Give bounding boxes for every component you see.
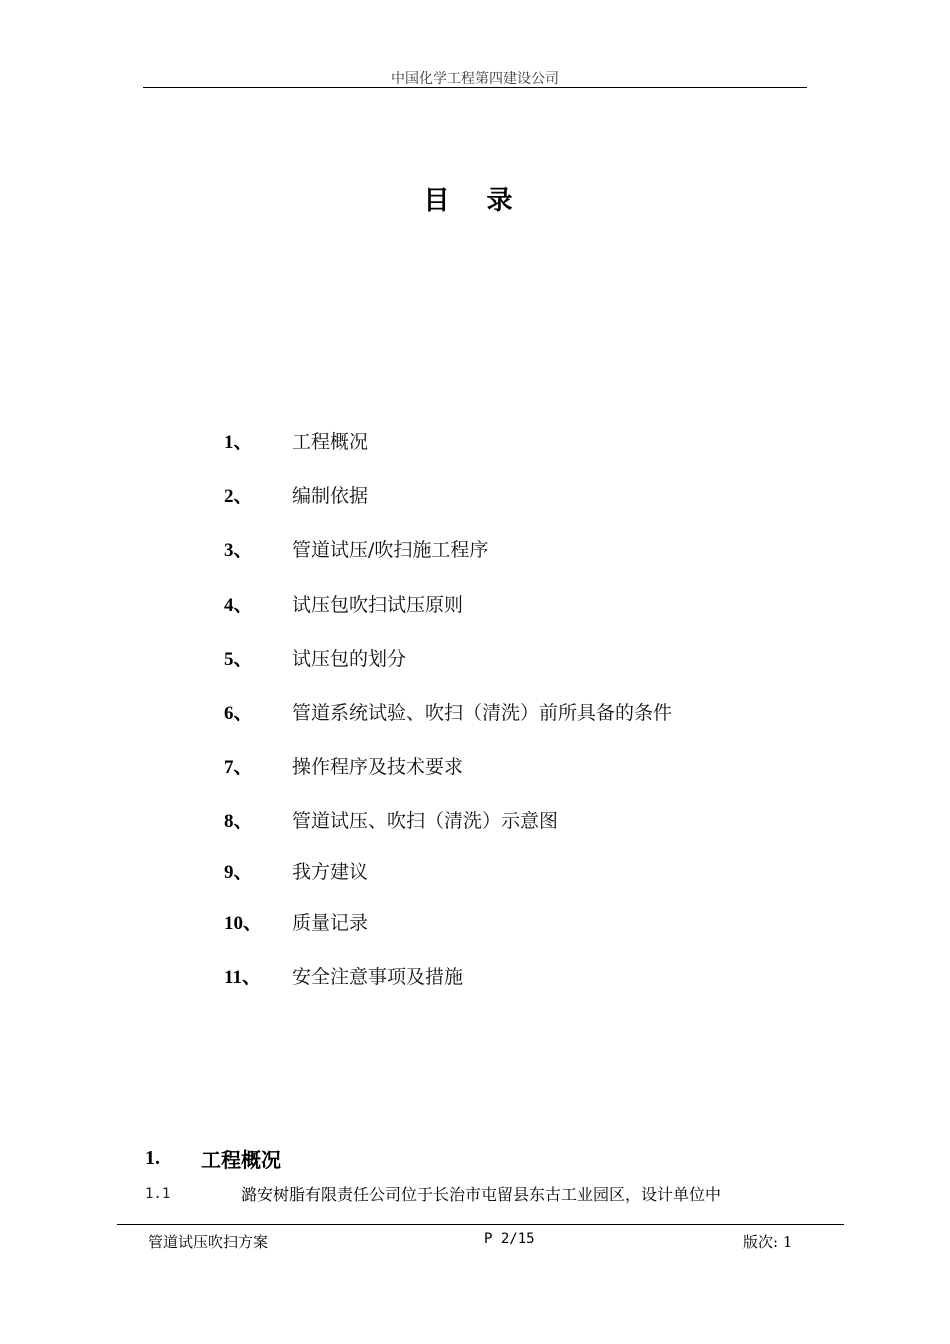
toc-item-label: 操作程序及技术要求 (292, 755, 464, 778)
toc-title: 目 录 (423, 186, 527, 216)
toc-item (224, 643, 406, 671)
toc-item-number: 7、 (224, 756, 253, 778)
toc-item (224, 589, 463, 617)
toc-item-number: 6、 (224, 702, 253, 724)
toc-item (224, 805, 558, 833)
footer-divider (117, 1224, 844, 1225)
toc-item (224, 961, 463, 989)
header-divider (143, 87, 807, 88)
toc-item-number: 2、 (224, 485, 253, 507)
toc-item (224, 534, 488, 562)
toc-item-number: 1、 (224, 431, 253, 453)
toc-item (224, 426, 368, 454)
footer-version: 版次: 1 (743, 1233, 793, 1251)
toc-item (224, 480, 368, 508)
toc-item-label: 管道系统试验、吹扫（清洗）前所具备的条件 (292, 701, 673, 724)
subsection-text: 潞安树脂有限责任公司位于长治市屯留县东古工业园区，设计单位中 (241, 1185, 722, 1204)
toc-item-label: 工程概况 (292, 430, 369, 453)
toc-item (224, 856, 368, 884)
toc-item-number: 5、 (224, 648, 253, 670)
section-title: 工程概况 (201, 1148, 281, 1172)
toc-item-label: 试压包吹扫试压原则 (292, 593, 464, 616)
toc-item-number: 8、 (224, 810, 253, 832)
toc-item-number: 4、 (224, 594, 253, 616)
toc-item-number: 10、 (224, 912, 263, 934)
toc-item-number: 11、 (224, 966, 261, 988)
toc-item (224, 907, 368, 935)
toc-item-label: 管道试压/吹扫施工程序 (292, 538, 489, 561)
toc-item-label: 我方建议 (292, 860, 369, 883)
subsection-paragraph (145, 1182, 721, 1205)
toc-item-label: 试压包的划分 (292, 647, 407, 670)
toc-item-label: 安全注意事项及措施 (292, 965, 464, 988)
toc-item-number: 3、 (224, 539, 253, 561)
toc-item (224, 697, 672, 725)
section-heading (145, 1144, 281, 1173)
toc-item-label: 管道试压、吹扫（清洗）示意图 (292, 809, 559, 832)
toc-item (224, 751, 463, 779)
toc-item-label: 质量记录 (292, 911, 369, 934)
footer-page-number: P 2/15 (484, 1231, 535, 1247)
footer-document-name: 管道试压吹扫方案 (148, 1233, 269, 1251)
page-header-company: 中国化学工程第四建设公司 (391, 71, 559, 87)
section-number: 1. (145, 1147, 160, 1169)
toc-item-number: 9、 (224, 861, 253, 883)
subsection-number: 1.1 (145, 1185, 171, 1202)
toc-item-label: 编制依据 (292, 484, 369, 507)
